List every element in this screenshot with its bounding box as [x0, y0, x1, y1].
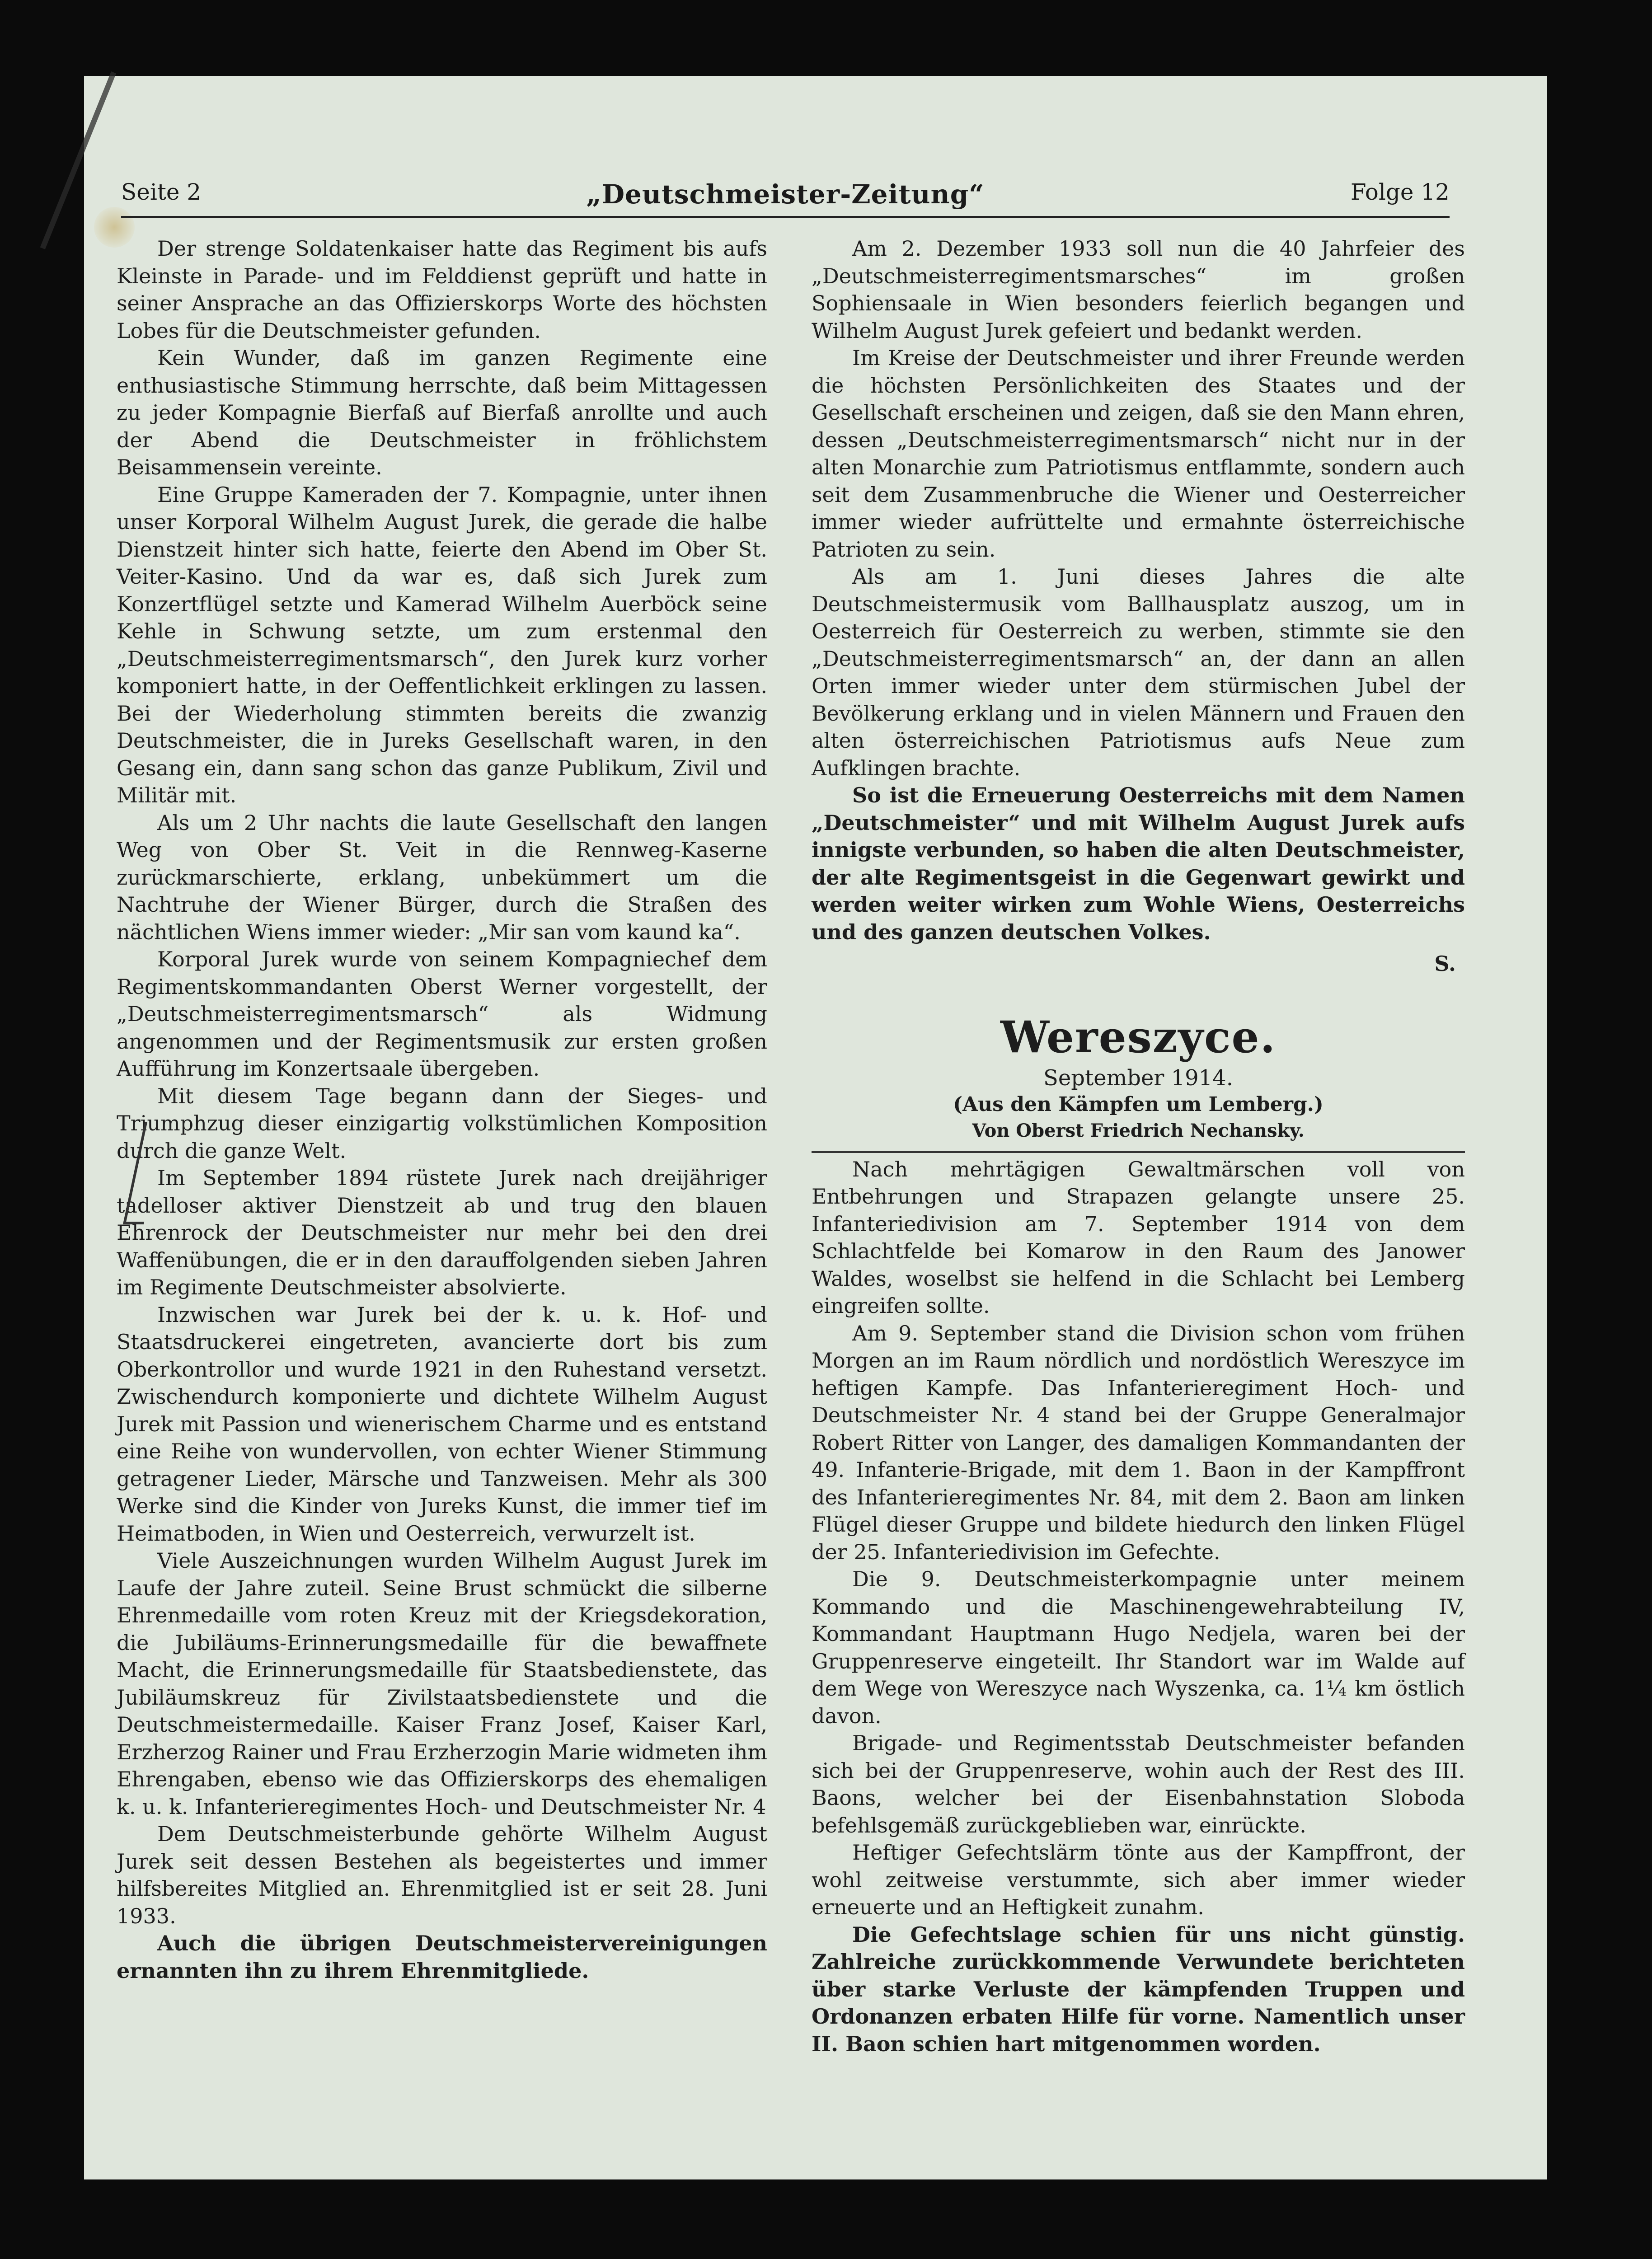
- paragraph: Nach mehrtägigen Gewaltmärschen voll von Entbehrungen und Strapazen gelangte unsere 25. Infanteriedivision am 7. September 1914 von dem Schlachtfelde bei Komarow in den Raum des Janower Waldes, woselbst sie helfend in die Schlacht bei Lemberg eingreifen sollte.: [812, 1157, 1465, 1318]
- signature: S.: [1434, 951, 1456, 976]
- paragraph: Kein Wunder, daß im ganzen Regimente eine enthusiastische Stimmung herrschte, daß beim Mittagessen zu jeder Kompagnie Bierfaß auf Bierfaß anrollte und auch der Abend die Deutschmeister in fröhlichstem Beisammensein vereinte.: [117, 346, 767, 479]
- divider: [812, 1151, 1465, 1153]
- newspaper-title: „Deutschmeister-Zeitung“: [586, 179, 985, 210]
- paragraph: Inzwischen war Jurek bei der k. u. k. Hof- und Staatsdruckerei eingetreten, avancierte dort bis zum Oberkontrollor und wurde 1921 in den Ruhestand versetzt. Zwischendurch komponierte und dichtete Wilhelm August Jurek mit Passion und wienerischem Charme und es entstand eine Reihe von wundervollen, von echter Wiener Stimmung getragener Lieder, Märsche und Tanzweisen. Mehr als 300 Werke sind die Kinder von Jureks Kunst, die immer tief im Heimatboden, in Wien und Oesterreich, verwurzelt ist.: [117, 1302, 767, 1546]
- paragraph: Mit diesem Tage begann dann der Sieges- und Triumphzug dieser einzigartig volkstümlichen Komposition durch die ganze Welt.: [117, 1083, 767, 1163]
- paragraph: Auch die übrigen Deutschmeistervereinigungen ernannten ihn zu ihrem Ehrenmitgliede.: [117, 1931, 767, 1983]
- paragraph: Eine Gruppe Kameraden der 7. Kompagnie, unter ihnen unser Korporal Wilhelm August Jurek, die gerade die halbe Dienstzeit hinter sich hatte, feierte den Abend im Ober St. Veiter-Kasino. Und da war es, daß sich Jurek zum Konzertflügel setzte und Kamerad Wilhelm Auerböck seine Kehle in Schwung setzte, um zum erstenmal den „Deutschmeisterregimentsmarsch“, den Jurek kurz vorher komponiert hatte, in der Oeffentlichkeit erklingen zu lassen. Bei der Wiederholung stimmten bereits die zwanzig Deutschmeister, die in Jureks Gesellschaft waren, in den Gesang ein, dann sang schon das ganze Publikum, Zivil und Militär mit.: [117, 482, 767, 807]
- paragraph: Viele Auszeichnungen wurden Wilhelm August Jurek im Laufe der Jahre zuteil. Seine Brust schmückt die silberne Ehrenmedaille vom roten Kreuz mit der Kriegsdekoration, die Jubiläums-Erinnerungsmedaille für die bewaffnete Macht, die Erinnerungsmedaille für Staatsbedienstete, das Jubiläumskreuz für Zivilstaatsbedienstete und die Deutschmeistermedaille. Kaiser Franz Josef, Kaiser Karl, Erzherzog Rainer und Frau Erzherzogin Marie widmeten ihm Ehrengaben, ebenso wie das Offizierskorps des ehemaligen k. u. k. Infanterieregimentes Hoch- und Deutschmeister Nr. 4: [117, 1548, 767, 1819]
- paragraph: Die 9. Deutschmeisterkompagnie unter meinem Kommando und die Maschinengewehrabteilung IV, Kommandant Hauptmann Hugo Nedjela, waren bei der Gruppenreserve eingeteilt. Ihr Standort war im Walde auf dem Wege von Wereszyce nach Wyszenka, ca. 1¼ km östlich davon.: [812, 1567, 1465, 1728]
- paragraph: Die Gefechtslage schien für uns nicht günstig. Zahlreiche zurückkommende Verwundete berichteten über starke Verluste der kämpfenden Truppen und Ordonanzen erbaten Hilfe für vorne. Namentlich unser II. Baon schien hart mitgenommen worden.: [812, 1922, 1465, 2056]
- paragraph: Brigade- und Regimentsstab Deutschmeister befanden sich bei der Gruppenreserve, wohin auch der Rest des III. Baons, welcher bei der Eisenbahnstation Sloboda befehlsgemäß zurückgeblieben war, einrückte.: [812, 1731, 1465, 1837]
- paragraph: Korporal Jurek wurde von seinem Kompagniechef dem Regimentskommandanten Oberst Werner vorgestellt, der „Deutschmeisterregimentsmarsch“ als Widmung angenommen und der Regimentsmusik zur ersten großen Aufführung im Konzertsaale übergeben.: [117, 947, 767, 1081]
- paragraph: Am 9. September stand die Division schon vom frühen Morgen an im Raum nördlich und nordöstlich Wereszyce im heftigen Kampfe. Das Infanterieregiment Hoch- und Deutschmeister Nr. 4 stand bei der Gruppe Generalmajor Robert Ritter von Langer, des damaligen Kommandanten der 49. Infanterie-Brigade, mit dem 1. Baon in der Kampffront des Infanterieregimentes Nr. 84, mit dem 2. Baon am linken Flügel dieser Gruppe und bildete hiedurch den linken Flügel der 25. Infanteriedivision im Gefechte.: [812, 1321, 1465, 1564]
- paragraph: Heftiger Gefechtslärm tönte aus der Kampffront, der wohl zeitweise verstummte, sich aber immer wieder erneuerte und an Heftigkeit zunahm.: [812, 1840, 1465, 1919]
- page-header: [121, 175, 1450, 218]
- newspaper-page: [84, 76, 1547, 2179]
- paragraph: Dem Deutschmeisterbunde gehörte Wilhelm August Jurek seit dessen Bestehen als begeistertes und immer hilfsbereites Mitglied an. Ehrenmitglied ist er seit 28. Juni 1933.: [117, 1822, 767, 1928]
- page-number: Seite 2: [121, 179, 202, 205]
- left-column: [117, 235, 767, 1984]
- paragraph: Im Kreise der Deutschmeister und ihrer Freunde werden die höchsten Persönlichkeiten des Staates und der Gesellschaft erscheinen und zeigen, daß sie den Mann ehren, dessen „Deutschmeisterregimentsmarsch“ nicht nur in der alten Monarchie zum Patriotismus entflammte, sondern auch seit dem Zusammenbruche die Wiener und Oesterreicher immer wieder aufrüttelte und ermahnte österreichische Patrioten zu sein.: [812, 346, 1465, 562]
- paragraph: Am 2. Dezember 1933 soll nun die 40 Jahrfeier des „Deutschmeisterregimentsmarsches“ im großen Sophiensaale in Wien besonders feierlich begangen und Wilhelm August Jurek gefeiert und bedankt werden.: [812, 236, 1465, 343]
- article-title: Wereszyce.: [1000, 1011, 1276, 1063]
- right-column: [812, 235, 1465, 2057]
- article-date: September 1914.: [1043, 1065, 1233, 1091]
- paragraph: So ist die Erneuerung Oesterreichs mit dem Namen „Deutschmeister“ und mit Wilhelm August Jurek aufs innigste verbunden, so haben die alten Deutschmeister, der alte Regimentsgeist in die Gegenwart gewirkt und werden weiter wirken zum Wohle Wiens, Oesterreichs und des ganzen deutschen Volkes.: [812, 783, 1465, 944]
- article-subtitle: (Aus den Kämpfen um Lemberg.): [953, 1092, 1323, 1116]
- article-author: Von Oberst Friedrich Nechansky.: [972, 1120, 1305, 1141]
- paragraph: Der strenge Soldatenkaiser hatte das Regiment bis aufs Kleinste in Parade- und im Felddienst geprüft und hatte in seiner Ansprache an das Offizierskorps Worte des höchsten Lobes für die Deutschmeister gefunden.: [117, 236, 767, 343]
- paragraph: Als um 2 Uhr nachts die laute Gesellschaft den langen Weg von Ober St. Veit in die Rennweg-Kaserne zurückmarschierte, erklang, unbekümmert um die Nachtruhe der Wiener Bürger, durch die Straßen des nächtlichen Wiens immer wieder: „Mir san vom kaund ka“.: [117, 810, 767, 944]
- issue-number: Folge 12: [1350, 179, 1450, 205]
- paragraph: Als am 1. Juni dieses Jahres die alte Deutschmeistermusik vom Ballhausplatz auszog, um in Oesterreich für Oesterreich zu werben, stimmte sie den „Deutschmeisterregimentsmarsch“ an, der dann an allen Orten immer wieder unter dem stürmischen Jubel der Bevölkerung erklang und in vielen Männern und Frauen den alten österreichischen Patriotismus aufs Neue zum Aufklingen brachte.: [812, 564, 1465, 780]
- paragraph: Im September 1894 rüstete Jurek nach dreijähriger tadelloser aktiver Dienstzeit ab und trug den blauen Ehrenrock der Deutschmeister nur mehr bei den drei Waffenübungen, die er in den darauffolgenden sieben Jahren im Regimente Deutschmeister absolvierte.: [117, 1166, 767, 1299]
